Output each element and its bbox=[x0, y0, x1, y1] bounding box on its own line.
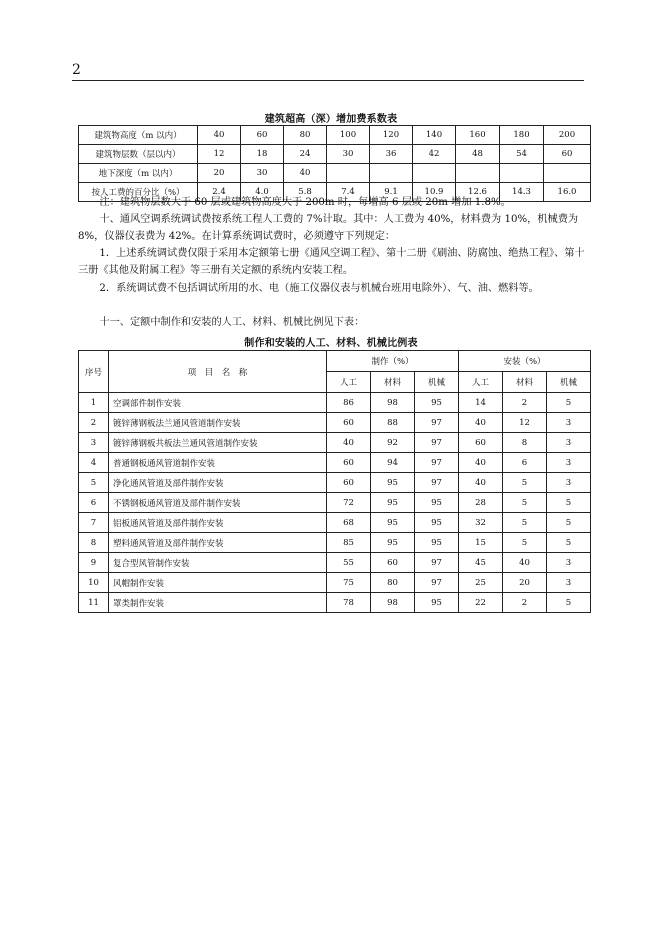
table-cell: 95 bbox=[415, 393, 459, 413]
table-cell: 200 bbox=[544, 126, 591, 145]
table-cell: 2 bbox=[503, 593, 547, 613]
table-cell: 14 bbox=[459, 393, 503, 413]
table-cell bbox=[370, 164, 413, 183]
table-cell: 95 bbox=[371, 513, 415, 533]
item-name: 铝板通风管道及部件制作安装 bbox=[109, 513, 327, 533]
table-cell: 98 bbox=[371, 593, 415, 613]
page-number: 2 bbox=[72, 62, 81, 78]
item-name: 空调部件制作安装 bbox=[109, 393, 327, 413]
table-cell: 98 bbox=[371, 393, 415, 413]
table-row bbox=[79, 473, 591, 493]
table-cell: 95 bbox=[415, 513, 459, 533]
item-name: 普通钢板通风管道制作安装 bbox=[109, 453, 327, 473]
table-cell: 12 bbox=[198, 145, 241, 164]
table-cell: 4.0 bbox=[241, 183, 284, 202]
header-rule bbox=[72, 80, 584, 81]
table-cell: 5 bbox=[503, 533, 547, 553]
table-cell: 3 bbox=[547, 433, 591, 453]
table-cell: 20 bbox=[198, 164, 241, 183]
table-cell: 78 bbox=[327, 593, 371, 613]
table-row bbox=[79, 164, 591, 183]
table-cell: 40 bbox=[503, 553, 547, 573]
table-cell: 60 bbox=[371, 553, 415, 573]
table-cell: 5 bbox=[503, 513, 547, 533]
table-cell: 2.4 bbox=[198, 183, 241, 202]
table-cell: 30 bbox=[327, 145, 370, 164]
table-cell: 14.3 bbox=[500, 183, 544, 202]
header-make-material: 材料 bbox=[371, 372, 415, 393]
table-cell: 68 bbox=[327, 513, 371, 533]
table-row bbox=[79, 145, 591, 164]
table-cell: 12 bbox=[503, 413, 547, 433]
table-cell: 40 bbox=[459, 453, 503, 473]
item-name: 不锈钢板通风管道及部件制作安装 bbox=[109, 493, 327, 513]
item-name: 镀锌薄钢板法兰通风管道制作安装 bbox=[109, 413, 327, 433]
table-cell: 60 bbox=[327, 473, 371, 493]
table-cell: 6 bbox=[503, 453, 547, 473]
table-cell: 40 bbox=[284, 164, 327, 183]
table-row bbox=[79, 433, 591, 453]
table-cell bbox=[544, 164, 591, 183]
item-name: 净化通风管道及部件制作安装 bbox=[109, 473, 327, 493]
table-cell: 5 bbox=[547, 493, 591, 513]
header-item-name: 项 目 名 称 bbox=[109, 351, 327, 393]
table-cell: 3 bbox=[547, 553, 591, 573]
table-cell bbox=[413, 164, 456, 183]
table-cell: 140 bbox=[413, 126, 456, 145]
row-number: 4 bbox=[79, 453, 109, 473]
table-cell bbox=[327, 164, 370, 183]
table-cell: 18 bbox=[241, 145, 284, 164]
table-row bbox=[79, 413, 591, 433]
table-row bbox=[79, 126, 591, 145]
table-row bbox=[79, 593, 591, 613]
table-cell: 5 bbox=[503, 493, 547, 513]
item-name: 复合型风管制作安装 bbox=[109, 553, 327, 573]
row-number: 11 bbox=[79, 593, 109, 613]
table-cell: 55 bbox=[327, 553, 371, 573]
table-cell: 97 bbox=[415, 573, 459, 593]
row-label: 建筑物层数（层以内） bbox=[79, 145, 198, 164]
table1-caption: 建筑超高（深）增加费系数表 bbox=[264, 114, 398, 125]
table-cell: 97 bbox=[415, 553, 459, 573]
row-label: 地下深度（m 以内） bbox=[79, 164, 198, 183]
row-label: 按人工费的百分比（%） bbox=[79, 183, 198, 202]
header-install-labor: 人工 bbox=[459, 372, 503, 393]
table-cell bbox=[456, 164, 500, 183]
row-number: 2 bbox=[79, 413, 109, 433]
table-cell: 120 bbox=[370, 126, 413, 145]
table-cell: 20 bbox=[503, 573, 547, 593]
table-cell: 40 bbox=[459, 473, 503, 493]
table-cell: 100 bbox=[327, 126, 370, 145]
table-cell: 94 bbox=[371, 453, 415, 473]
table-cell: 8 bbox=[503, 433, 547, 453]
ratio-table bbox=[78, 350, 591, 613]
row-number: 10 bbox=[79, 573, 109, 593]
table-cell: 7.4 bbox=[327, 183, 370, 202]
table-cell: 28 bbox=[459, 493, 503, 513]
table-row bbox=[79, 493, 591, 513]
table-cell: 60 bbox=[327, 453, 371, 473]
table-cell: 5.8 bbox=[284, 183, 327, 202]
row-number: 3 bbox=[79, 433, 109, 453]
table-cell: 16.0 bbox=[544, 183, 591, 202]
table-cell: 5 bbox=[503, 473, 547, 493]
table-row bbox=[79, 533, 591, 553]
row-number: 7 bbox=[79, 513, 109, 533]
rule-two: 2．系统调试费不包括调试所用的水、电（施工仪器仪表与机械台班用电除外）、气、油、燃料等。 bbox=[99, 283, 539, 294]
table-cell: 5 bbox=[547, 393, 591, 413]
header-install-machine: 机械 bbox=[547, 372, 591, 393]
table-cell: 85 bbox=[327, 533, 371, 553]
table-cell: 80 bbox=[371, 573, 415, 593]
table-cell: 97 bbox=[415, 473, 459, 493]
table-cell: 60 bbox=[241, 126, 284, 145]
row-number: 6 bbox=[79, 493, 109, 513]
item-name: 罩类制作安装 bbox=[109, 593, 327, 613]
table-cell: 3 bbox=[547, 473, 591, 493]
table-cell: 54 bbox=[500, 145, 544, 164]
table2-caption: 制作和安装的人工、材料、机械比例表 bbox=[244, 338, 418, 349]
header-seq: 序号 bbox=[79, 351, 109, 393]
table-cell: 10.9 bbox=[413, 183, 456, 202]
header-make: 制作（%） bbox=[327, 351, 459, 372]
clause-eleven: 十一、定额中制作和安装的人工、材料、机械比例见下表： bbox=[99, 317, 365, 328]
table-cell: 12.6 bbox=[456, 183, 500, 202]
table-cell: 72 bbox=[327, 493, 371, 513]
header-install: 安装（%） bbox=[459, 351, 591, 372]
height-surcharge-table bbox=[78, 125, 591, 202]
table-row bbox=[79, 573, 591, 593]
table-cell: 95 bbox=[371, 493, 415, 513]
table-cell: 60 bbox=[459, 433, 503, 453]
table-cell: 80 bbox=[284, 126, 327, 145]
table1-note: 注：建筑物层数大于 60 层或建筑物高度大于 200m 时，每增高 6 层或 20m 增加 1.8%。 bbox=[99, 197, 511, 208]
table-cell: 3 bbox=[547, 453, 591, 473]
table-row bbox=[79, 393, 591, 413]
header-install-material: 材料 bbox=[503, 372, 547, 393]
table-cell: 95 bbox=[371, 473, 415, 493]
table-cell bbox=[500, 164, 544, 183]
rule-one: 1．上述系统调试费仅限于采用本定额第七册《通风空调工程》、第十二册《刷油、防腐蚀、绝热工程》、第十三册《其他及附属工程》等三册有关定额的系统内安装工程。 bbox=[78, 248, 585, 276]
table-row bbox=[79, 513, 591, 533]
table-cell: 32 bbox=[459, 513, 503, 533]
table-cell: 60 bbox=[544, 145, 591, 164]
table-row bbox=[79, 553, 591, 573]
table-cell: 42 bbox=[413, 145, 456, 164]
row-number: 8 bbox=[79, 533, 109, 553]
table-cell: 95 bbox=[415, 533, 459, 553]
item-name: 镀锌薄钢板共板法兰通风管道制作安装 bbox=[109, 433, 327, 453]
table-cell: 97 bbox=[415, 433, 459, 453]
clause-ten: 十、通风空调系统调试费按系统工程人工费的 7%计取。其中：人工费为 40%，材料费为 10%，机械费为 8%，仪器仪表费为 42%。在计算系统调试费时，必须遵守下列规定： bbox=[78, 214, 579, 242]
table-cell: 22 bbox=[459, 593, 503, 613]
item-name: 塑料通风管道及部件制作安装 bbox=[109, 533, 327, 553]
table-cell: 36 bbox=[370, 145, 413, 164]
table-cell: 24 bbox=[284, 145, 327, 164]
row-number: 9 bbox=[79, 553, 109, 573]
table-cell: 88 bbox=[371, 413, 415, 433]
table-cell: 40 bbox=[327, 433, 371, 453]
table-cell: 95 bbox=[371, 533, 415, 553]
table-cell: 92 bbox=[371, 433, 415, 453]
table-cell: 95 bbox=[415, 593, 459, 613]
table-cell: 3 bbox=[547, 413, 591, 433]
table-cell: 40 bbox=[198, 126, 241, 145]
table-cell: 95 bbox=[415, 493, 459, 513]
row-number: 1 bbox=[79, 393, 109, 413]
table-cell: 45 bbox=[459, 553, 503, 573]
table-cell: 97 bbox=[415, 453, 459, 473]
table-cell: 5 bbox=[547, 533, 591, 553]
table-cell: 30 bbox=[241, 164, 284, 183]
table-cell: 9.1 bbox=[370, 183, 413, 202]
table-cell: 86 bbox=[327, 393, 371, 413]
row-number: 5 bbox=[79, 473, 109, 493]
header-make-labor: 人工 bbox=[327, 372, 371, 393]
table-cell: 180 bbox=[500, 126, 544, 145]
table-cell: 2 bbox=[503, 393, 547, 413]
table-cell: 160 bbox=[456, 126, 500, 145]
table-cell: 75 bbox=[327, 573, 371, 593]
table-row bbox=[79, 453, 591, 473]
table-cell: 48 bbox=[456, 145, 500, 164]
table-cell: 25 bbox=[459, 573, 503, 593]
row-label: 建筑物高度（m 以内） bbox=[79, 126, 198, 145]
table-cell: 3 bbox=[547, 573, 591, 593]
item-name: 风帽制作安装 bbox=[109, 573, 327, 593]
table-cell: 15 bbox=[459, 533, 503, 553]
table-cell: 60 bbox=[327, 413, 371, 433]
table-cell: 97 bbox=[415, 413, 459, 433]
header-make-machine: 机械 bbox=[415, 372, 459, 393]
table-cell: 40 bbox=[459, 413, 503, 433]
table-cell: 5 bbox=[547, 513, 591, 533]
table-cell: 5 bbox=[547, 593, 591, 613]
